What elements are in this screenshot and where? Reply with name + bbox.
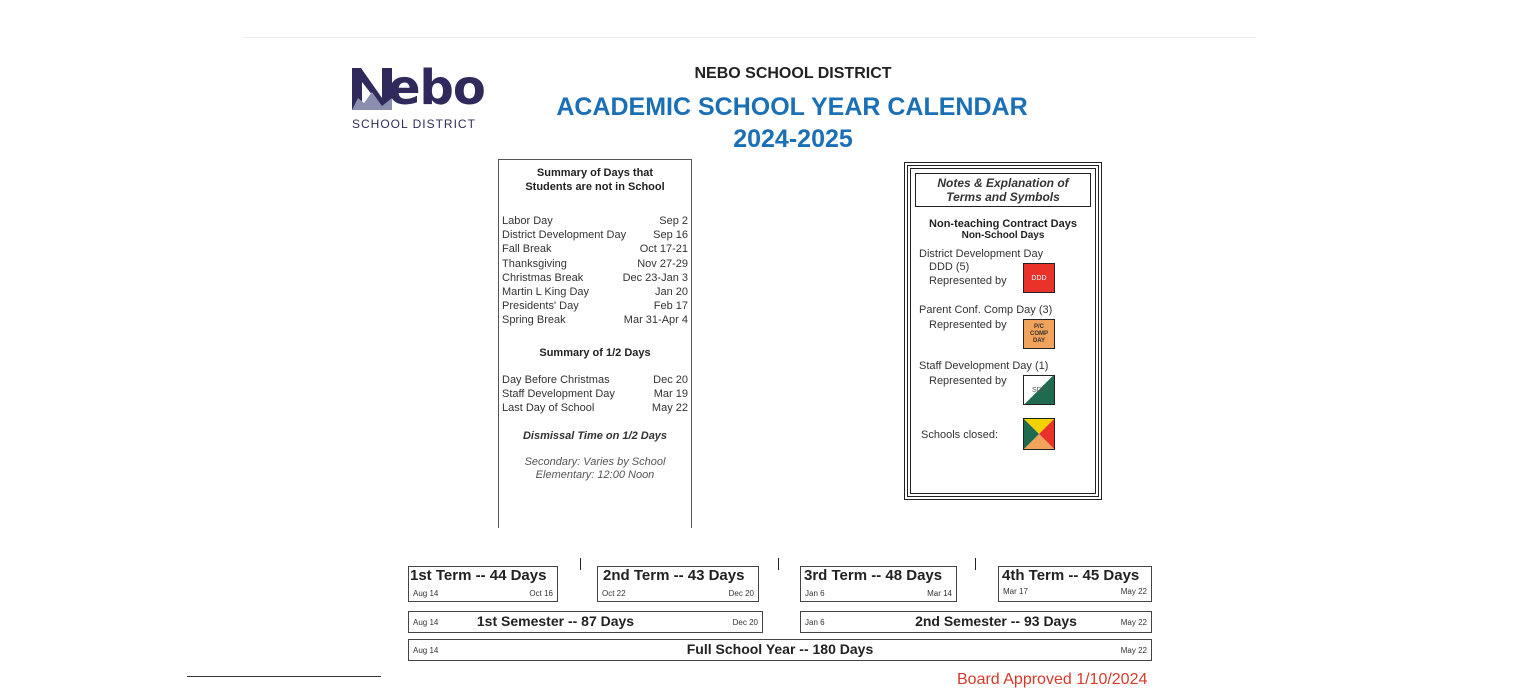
sd-symbol: SDT: [1023, 375, 1055, 405]
ddd-represented: Represented by: [929, 275, 1007, 287]
divider-tick: [975, 558, 976, 570]
pc-symbol: P/C COMP DAY: [1023, 319, 1055, 349]
list-item: Presidents' Day Feb 17: [502, 300, 688, 313]
dismissal-times: Secondary: Varies by School Elementary: 12:00 Noon: [524, 456, 666, 482]
list-item: Staff Development Day Mar 19: [502, 387, 688, 400]
list-item: Labor Day Sep 2: [502, 215, 688, 227]
full-year-box: Aug 14 Full School Year -- 180 Days May 22: [408, 639, 1152, 661]
semester-2-box: Jan 6 2nd Semester -- 93 Days May 22: [800, 611, 1152, 633]
list-item: Thanksgiving Nov 27-29: [502, 257, 688, 270]
notes-title: Notes & Explanation of Terms and Symbols: [915, 173, 1091, 207]
list-item: Day Before Christmas Dec 20: [502, 373, 688, 386]
sd-label: Staff Development Day (1): [919, 360, 1049, 372]
footer-line: [187, 676, 381, 677]
term-4-box: 4th Term -- 45 Days Mar 17 May 22: [998, 566, 1152, 602]
list-item: Christmas Break Dec 23-Jan 3: [502, 271, 688, 284]
schools-closed-icon: [1023, 418, 1055, 450]
non-teaching-heading: Non-teaching Contract Days: [929, 218, 1077, 230]
summary-heading: Summary of Days that Students are not in School: [525, 167, 665, 193]
schools-closed-label: Schools closed:: [921, 429, 999, 441]
term-3-box: 3rd Term -- 48 Days Jan 6 Mar 14: [800, 566, 957, 602]
list-item: Last Day of School May 22: [502, 402, 688, 415]
sd-represented: Represented by: [929, 375, 1007, 387]
term-1-box: 1st Term -- 44 Days Aug 14 Oct 16: [408, 566, 558, 602]
semester-1-box: Aug 14 1st Semester -- 87 Days Dec 20: [408, 611, 763, 633]
half-days-list: [499, 373, 691, 416]
board-approved-note: Board Approved 1/10/2024: [957, 671, 1148, 688]
school-year: 2024-2025: [733, 125, 853, 153]
logo-subtitle: SCHOOL DISTRICT: [352, 117, 476, 131]
term-2-box: 2nd Term -- 43 Days Oct 22 Dec 20: [597, 566, 759, 602]
dismissal-heading: Dismissal Time on 1/2 Days: [522, 430, 668, 443]
divider-tick: [580, 558, 581, 570]
pc-represented: Represented by: [929, 319, 1007, 331]
list-item: Martin L King Day Jan 20: [502, 286, 688, 299]
divider-tick: [778, 558, 779, 570]
logo-wordmark: ebo: [388, 60, 485, 116]
page-title: ACADEMIC SCHOOL YEAR CALENDAR: [556, 93, 1028, 121]
days-off-list: [499, 214, 691, 328]
list-item: Spring Break Mar 31-Apr 4: [502, 314, 688, 327]
list-item: Fall Break Oct 17-21: [502, 243, 688, 256]
pc-label: Parent Conf. Comp Day (3): [919, 304, 1053, 316]
ddd-label: District Development Day: [919, 248, 1044, 260]
list-item: District Development Day Sep 16: [502, 229, 688, 242]
top-divider: [243, 37, 1256, 38]
notes-legend-box: [904, 162, 1102, 500]
summary-days-box: [498, 159, 692, 528]
district-name: NEBO SCHOOL DISTRICT: [694, 65, 892, 82]
non-school-subheading: Non-School Days: [961, 230, 1045, 241]
ddd-symbol: DDD: [1023, 263, 1055, 293]
ddd-count: DDD (5): [929, 261, 970, 273]
half-days-heading: Summary of 1/2 Days: [539, 346, 651, 359]
